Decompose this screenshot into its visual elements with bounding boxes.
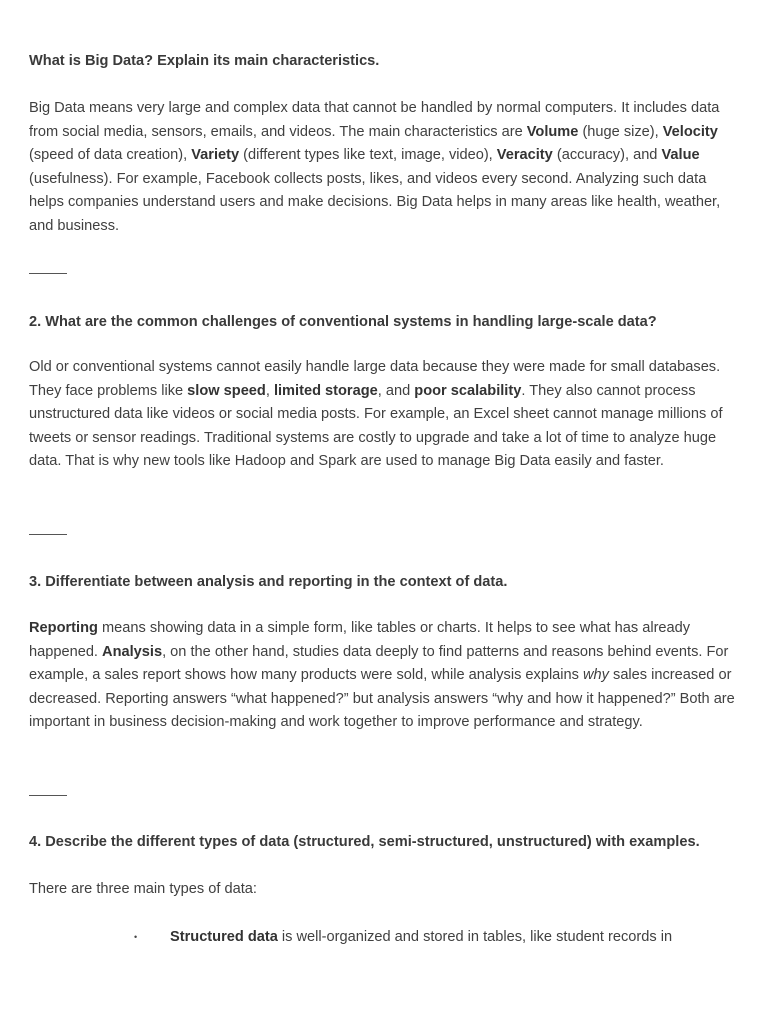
divider	[29, 795, 67, 796]
section-paragraph	[29, 356, 741, 474]
text-run: (accuracy), and	[552, 147, 662, 164]
section-heading: 3. Differentiate between analysis and reporting in the context of data.	[29, 574, 508, 590]
text-run: (different types like text, image, video),	[239, 147, 497, 164]
bold-term: Variety	[191, 147, 240, 164]
bold-term: poor scalability	[414, 382, 522, 399]
bold-term: Volume	[526, 123, 579, 140]
section-heading: What is Big Data? Explain its main characteristics.	[29, 53, 380, 69]
bold-term: Veracity	[496, 147, 553, 164]
text-run: (speed of data creation),	[29, 147, 192, 164]
text-run: There are three main types of data:	[29, 881, 257, 897]
text-run: , on the other hand, studies data deeply to find patterns and reasons behind events. For example, a sales report shows how many products were sold, while analysis explains	[29, 643, 729, 684]
divider	[29, 534, 67, 535]
section-paragraph	[29, 617, 741, 735]
text-run: (huge size),	[578, 123, 663, 140]
section-2	[29, 310, 741, 474]
section-1	[29, 49, 741, 239]
section-paragraph	[29, 878, 719, 902]
text-run: means showing data in a simple form, like tables or charts. It helps to see what has already happened.	[29, 620, 691, 660]
text-run: , and	[377, 382, 415, 399]
section-3	[29, 570, 741, 735]
bullet-marker: •	[134, 932, 138, 942]
section-4	[29, 830, 719, 902]
bold-term: slow speed	[187, 382, 266, 399]
section-heading: 4. Describe the different types of data (structured, semi-structured, unstructured) with examples.	[29, 834, 700, 850]
bold-term: Velocity	[662, 123, 718, 140]
text-run: . They also cannot process unstructured data like videos or social media posts. For example, an Excel sheet cannot manage millions of tweets or sensor readings. Traditional systems are costly to upgrade and take a lot of time to analyze huge data. That is why new tools like Hadoop and Spark are used to manage Big Data easily and faster.	[29, 382, 723, 470]
bold-term: Analysis	[102, 643, 163, 660]
bold-term: Value	[661, 147, 700, 164]
text-run: Big Data means very large and complex data that cannot be handled by normal computers. It includes data from social media, sensors, emails, and videos. The main characteristics are	[29, 100, 720, 140]
section-heading: 2. What are the common challenges of conventional systems in handling large-scale data?	[29, 314, 657, 330]
text-run: (usefulness). For example, Facebook collects posts, likes, and videos every second. Analyzing such data helps companies understand users and make decisions. Big Data helps in many areas like health, weather, and business.	[29, 170, 721, 234]
bullet-item	[170, 926, 672, 950]
text-run: ,	[265, 382, 274, 399]
bold-term: Reporting	[29, 620, 98, 636]
bullet-term: Structured data	[170, 929, 278, 945]
italic-term: why	[583, 667, 609, 684]
divider	[29, 273, 67, 274]
section-paragraph	[29, 97, 741, 239]
bullet-text: is well-organized and stored in tables, like student records in	[277, 929, 673, 945]
text-run: Old or conventional systems cannot easily handle large data because they were made for small databases. They face problems like	[29, 359, 721, 399]
text-run: sales increased or decreased. Reporting answers “what happened?” but analysis answers “why and how it happened?” Both are important in business decision-making and work together to improve performance and strategy.	[29, 667, 735, 731]
bold-term: limited storage	[273, 382, 378, 399]
